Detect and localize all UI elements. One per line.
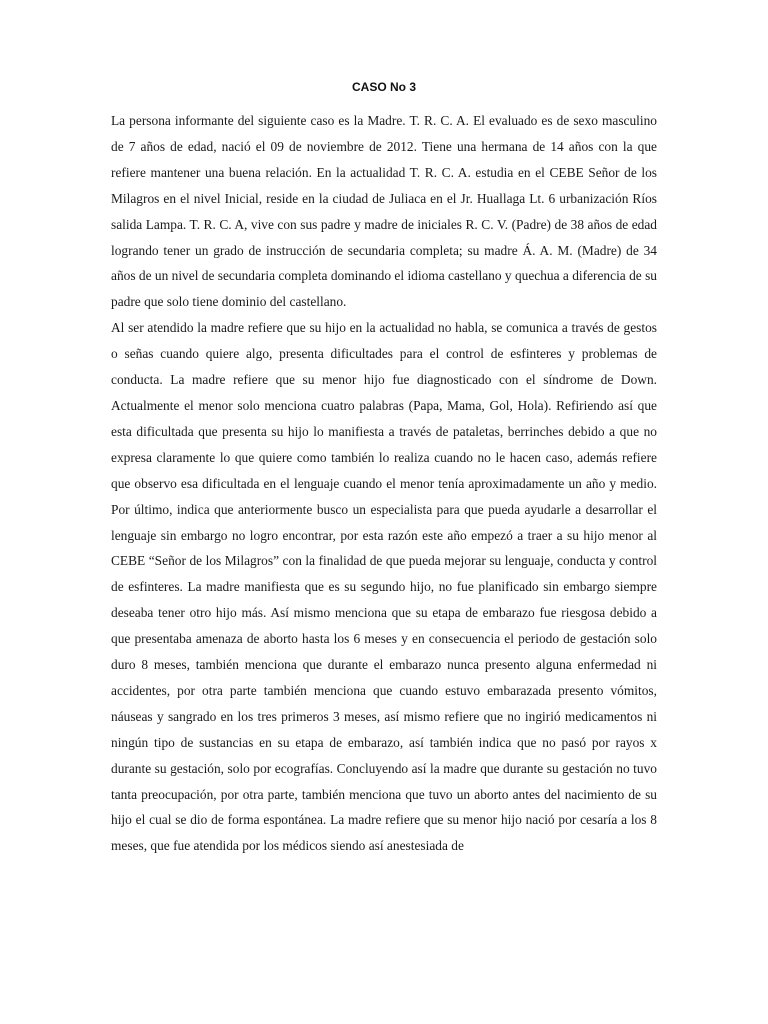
document-title: CASO No 3 bbox=[351, 80, 416, 94]
paragraph-informant: La persona informante del siguiente caso es la Madre. T. R. C. A. El evaluado es de sexo masculino de 7 años de edad, nació el 09 de noviembre de 2012. Tiene una hermana de 14 años con la que refiere mantener una buena relación. En la actualidad T. R. C. A. estudia en el CEBE Señor de los Milagros en el nivel Inicial, reside en la ciudad de Juliaca en el Jr. Huallaga Lt. 6 urbanización Ríos salida Lampa. T. R. C. A, vive con sus padre y madre de iniciales R. C. V. (Padre) de 38 años de edad logrando tener un grado de instrucción de secundaria completa; su madre Á. A. M. (Madre) de 34 años de un nivel de secundaria completa dominando el idioma castellano y quechua a diferencia de su padre que solo tiene dominio del castellano. bbox=[111, 113, 657, 310]
document-body bbox=[111, 108, 657, 859]
paragraph-history: Al ser atendido la madre refiere que su hijo en la actualidad no habla, se comunica a través de gestos o señas cuando quiere algo, presenta dificultades para el control de esfinteres y problemas de conducta. La madre refiere que su menor hijo fue diagnosticado con el síndrome de Down. Actualmente el menor solo menciona cuatro palabras (Papa, Mama, Gol, Hola). Refiriendo así que esta dificultada que presenta su hijo lo manifiesta a través de pataletas, berrinches debido a que no expresa claramente lo que quiere como también lo realiza cuando no le hacen caso, además refiere que observo esa dificultada en el lenguaje cuando el menor tenía aproximadamente un año y medio. Por último, indica que anteriormente busco un especialista para que pueda ayudarle a desarrollar el lenguaje sin embargo no logro encontrar, por esta razón este año empezó a traer a su hijo menor al CEBE “Señor de los Milagros” con la finalidad de que pueda mejorar su lenguaje, conducta y control de esfinteres. La madre manifiesta que es su segundo hijo, no fue planificado sin embargo siempre deseaba tener otro hijo más. Así mismo menciona que su etapa de embarazo fue riesgosa debido a que presentaba amenaza de aborto hasta los 6 meses y en consecuencia el periodo de gestación solo duro 8 meses, también menciona que durante el embarazo nunca presento alguna enfermedad ni accidentes, por otra parte también menciona que cuando estuvo embarazada presento vómitos, náuseas y sangrado en los tres primeros 3 meses, así mismo refiere que no ingirió medicamentos ni ningún tipo de sustancias en su etapa de embarazo, así también indica que no pasó por rayos x durante su gestación, solo por ecografías. Concluyendo así la madre que durante su gestación no tuvo tanta preocupación, por otra parte, también menciona que tuvo un aborto antes del nacimiento de su hijo el cual se dio de forma espontánea. La madre refiere que su menor hijo nació por cesaría a los 8 meses, que fue atendida por los médicos siendo así anestesiada de bbox=[111, 320, 657, 854]
